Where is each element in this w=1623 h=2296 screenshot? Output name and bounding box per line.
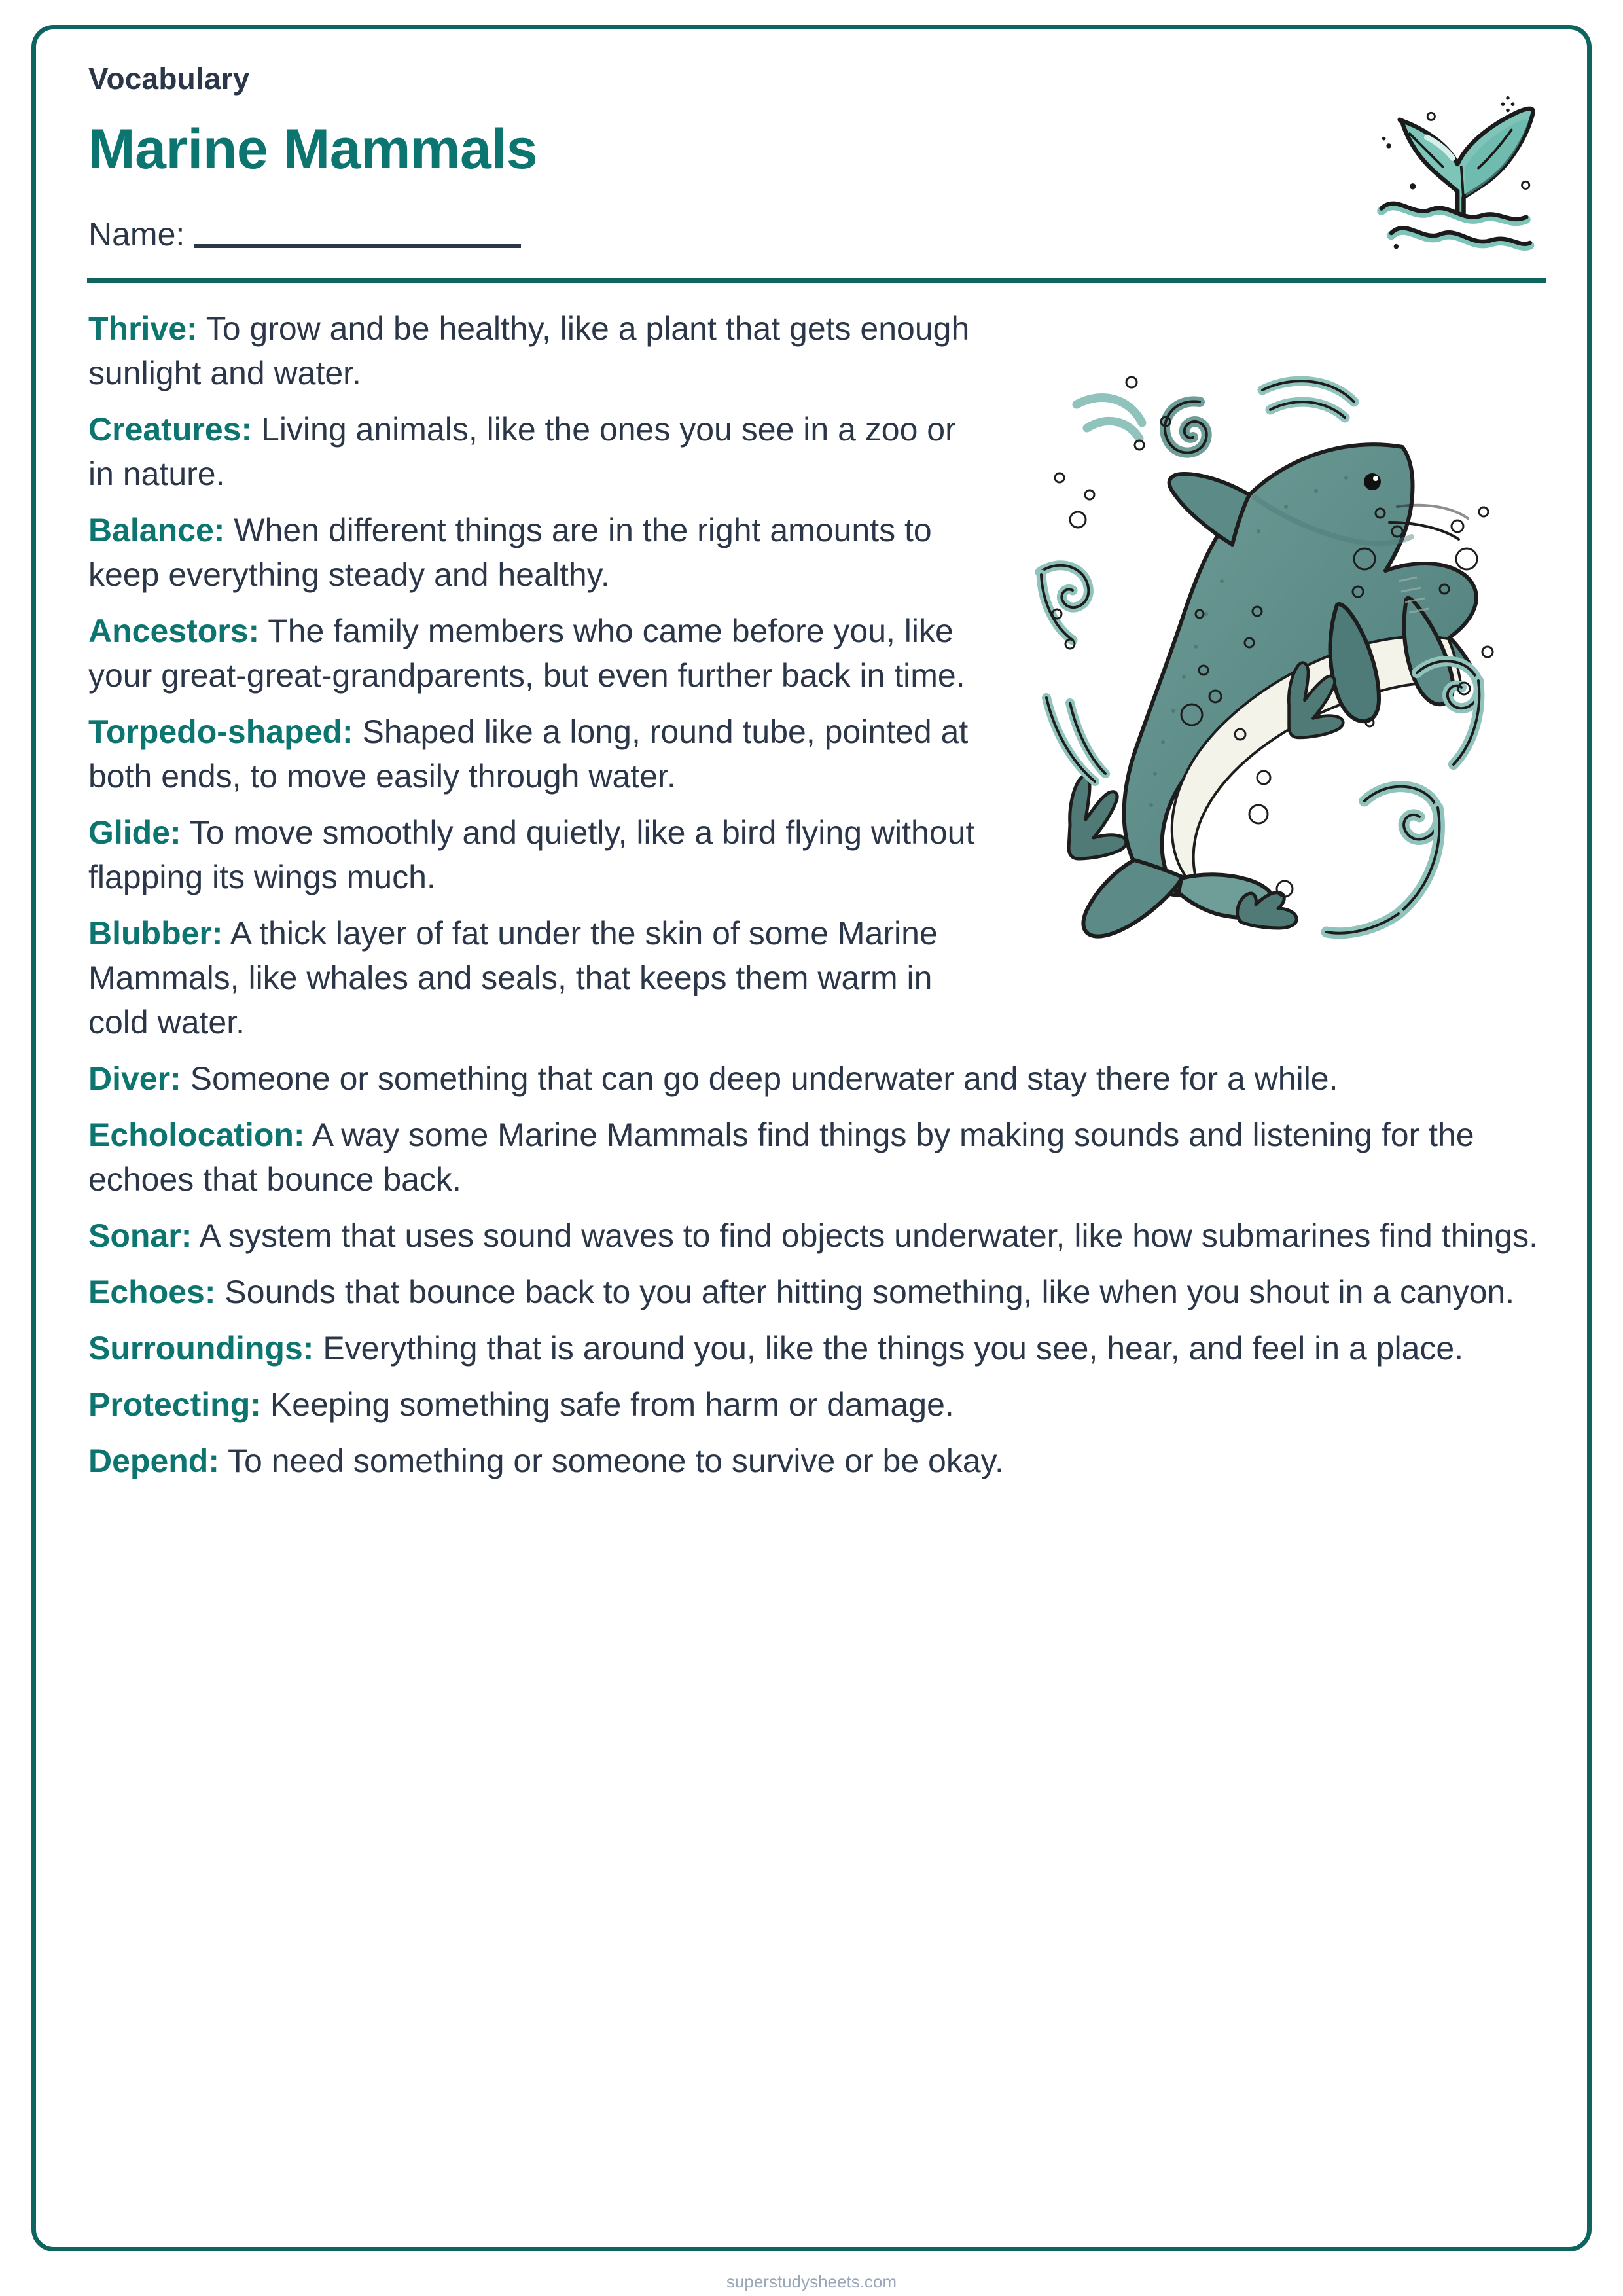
- vocab-entry: [88, 1213, 1541, 1258]
- vocab-definition: Someone or something that can go deep underwater and stay there for a while.: [190, 1060, 1338, 1097]
- vocab-entry: [88, 1056, 1541, 1101]
- name-field-row: [88, 218, 1544, 251]
- vocab-definition: A system that uses sound waves to find objects underwater, like how submarines find things.: [199, 1217, 1539, 1254]
- vocab-term: Surroundings:: [88, 1330, 314, 1367]
- vocab-term: Protecting:: [88, 1386, 261, 1423]
- worksheet-page: [31, 25, 1592, 2251]
- vocab-definition: To need something or someone to survive or be okay.: [228, 1443, 1004, 1479]
- vocab-entry: [88, 1382, 1541, 1427]
- whale-tail-icon: [1334, 66, 1544, 262]
- vocab-definition: To grow and be healthy, like a plant that gets enough sunlight and water.: [88, 310, 970, 391]
- vocab-definition: Everything that is around you, like the things you see, hear, and feel in a place.: [323, 1330, 1464, 1367]
- vocab-term: Blubber:: [88, 915, 223, 952]
- vocab-term: Balance:: [88, 512, 225, 548]
- dolphin-illustration: [1006, 306, 1523, 954]
- vocab-term: Diver:: [88, 1060, 181, 1097]
- vocab-definition: When different things are in the right amounts to keep everything steady and healthy.: [88, 512, 932, 593]
- worksheet-kicker: Vocabulary: [88, 62, 250, 96]
- vocab-definition: To move smoothly and quietly, like a bird flying without flapping its wings much.: [88, 814, 975, 895]
- header-divider: [87, 278, 1546, 283]
- vocab-term: Sonar:: [88, 1217, 192, 1254]
- vocab-term: Echoes:: [88, 1274, 216, 1310]
- vocab-term: Echolocation:: [88, 1117, 305, 1153]
- vocab-definition: Living animals, like the ones you see in a zoo or in nature.: [88, 411, 956, 492]
- vocab-term: Creatures:: [88, 411, 253, 448]
- vocab-entry: [88, 1113, 1541, 1202]
- vocab-term: Thrive:: [88, 310, 198, 347]
- vocab-definition: A thick layer of fat under the skin of some Marine Mammals, like whales and seals, that keeps them warm in cold water.: [88, 915, 938, 1041]
- vocabulary-list: [36, 283, 1587, 1483]
- vocab-term: Torpedo-shaped:: [88, 713, 353, 750]
- vocab-term: Ancestors:: [88, 613, 260, 649]
- vocab-entry: [88, 1439, 1541, 1483]
- vocab-term: Glide:: [88, 814, 181, 851]
- name-input-line[interactable]: [194, 244, 521, 248]
- footer-site-label: superstudysheets.com: [726, 2272, 897, 2291]
- vocab-definition: A way some Marine Mammals find things by making sounds and listening for the echoes that bounce back.: [88, 1117, 1474, 1198]
- vocab-definition: Shaped like a long, round tube, pointed at both ends, to move easily through water.: [88, 713, 969, 795]
- vocab-entry: [88, 1326, 1541, 1371]
- vocab-definition: The family members who came before you, like your great-great-grandparents, but even further back in time.: [88, 613, 965, 694]
- name-label: Name:: [88, 216, 185, 253]
- worksheet-header: [36, 29, 1587, 268]
- vocab-definition: Sounds that bounce back to you after hitting something, like when you shout in a canyon.: [224, 1274, 1515, 1310]
- page-title: Marine Mammals: [88, 118, 538, 181]
- vocab-definition: Keeping something safe from harm or damage.: [270, 1386, 954, 1423]
- vocab-term: Depend:: [88, 1443, 219, 1479]
- vocab-entry: [88, 1270, 1541, 1314]
